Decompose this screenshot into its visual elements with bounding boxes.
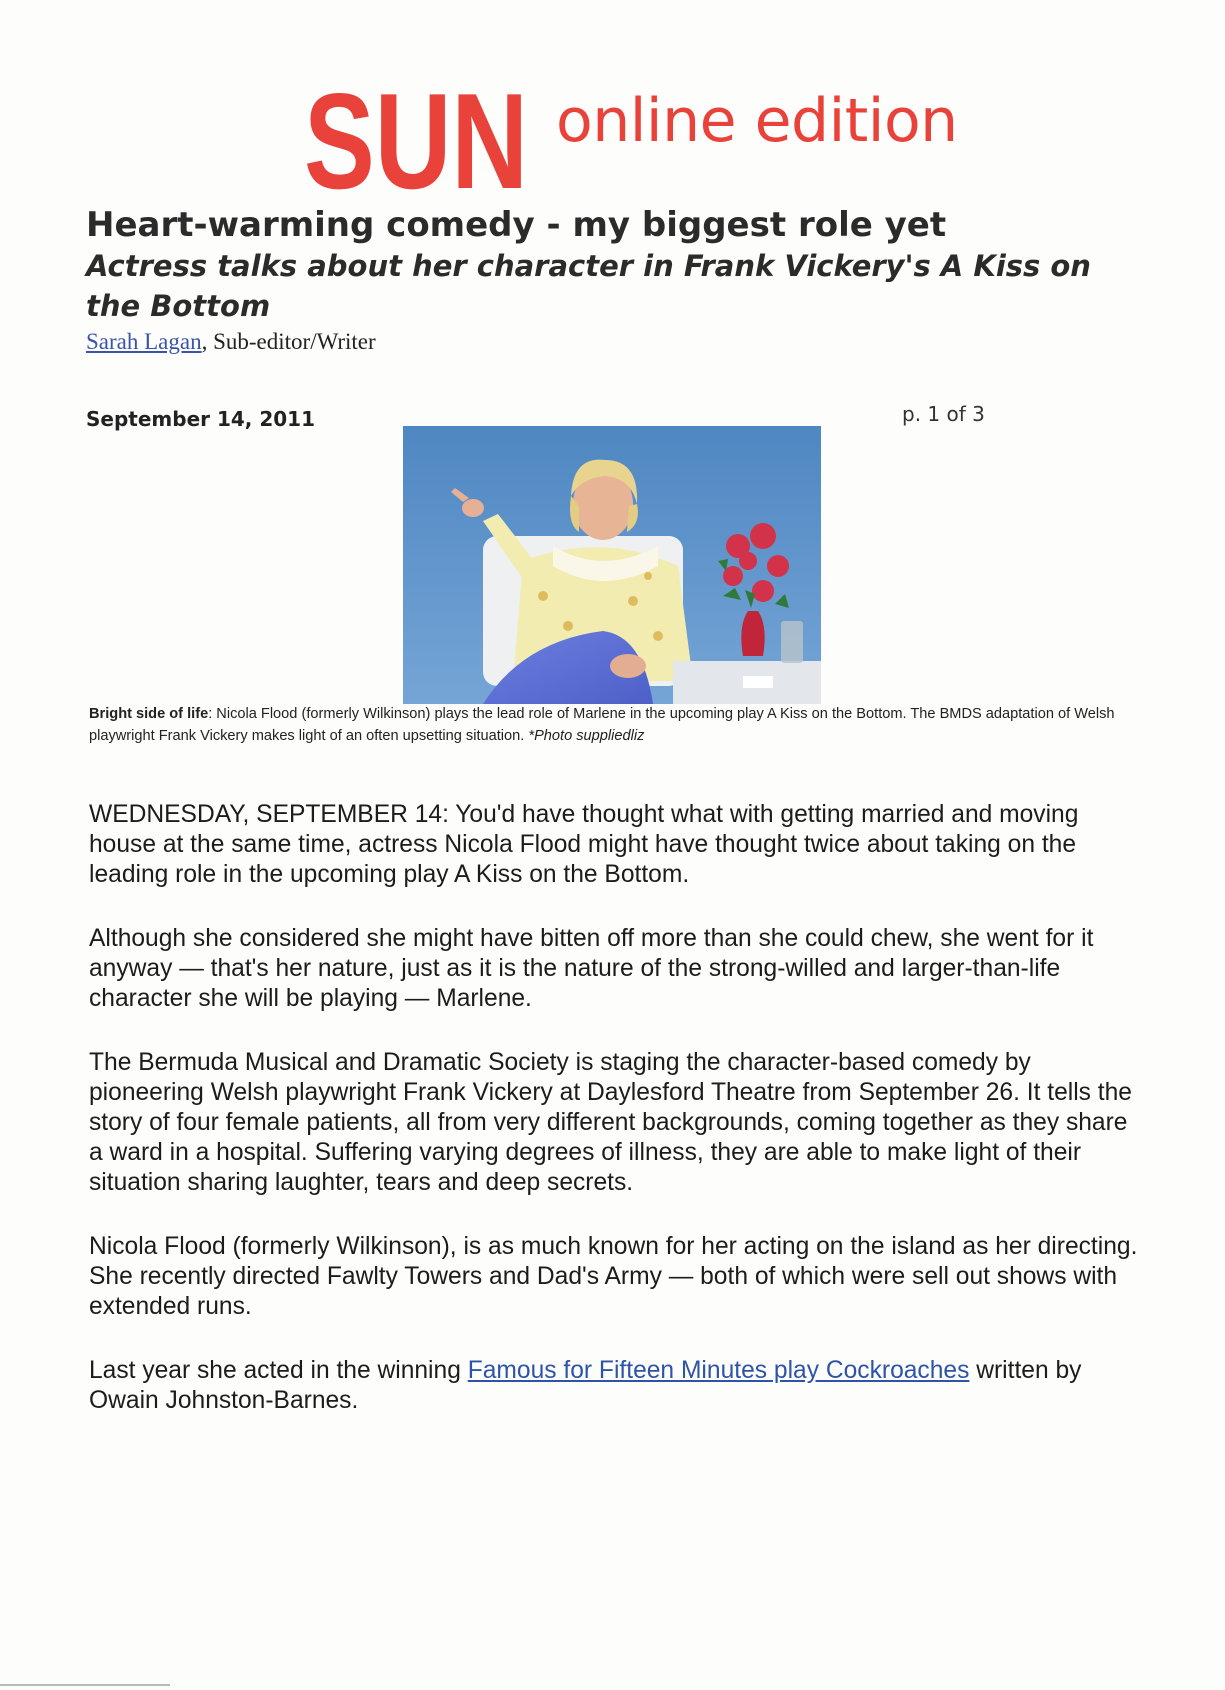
scan-edge-line bbox=[0, 1684, 170, 1686]
masthead bbox=[300, 65, 1000, 217]
article-photo bbox=[403, 426, 821, 704]
photo-caption bbox=[89, 703, 1134, 747]
byline bbox=[86, 329, 376, 355]
edition-label: online edition bbox=[556, 86, 958, 156]
photo-illustration bbox=[403, 426, 821, 704]
paragraph-5 bbox=[89, 1356, 1139, 1416]
famous-for-fifteen-minutes-link[interactable]: Famous for Fifteen Minutes play Cockroaches bbox=[467, 1357, 970, 1384]
author-role: , Sub-editor/Writer bbox=[201, 329, 376, 354]
paragraph-1: WEDNESDAY, SEPTEMBER 14: You'd have thought what with getting married and moving house at the same time, actress Nicola Flood might have thought twice about taking on the leading role in the upcoming play A Kiss on the Bottom. bbox=[89, 801, 1079, 888]
caption-text: : Nicola Flood (formerly Wilkinson) plays the lead role of Marlene in the upcoming play A Kiss on the Bottom. The BMDS adaptation of Welsh playwright Frank Vickery makes light of an often upsetting situation. bbox=[89, 706, 1115, 744]
publish-date: September 14, 2011 bbox=[86, 407, 316, 431]
paragraph-3: The Bermuda Musical and Dramatic Society is staging the character-based comedy by pioneering Welsh playwright Frank Vickery at Daylesford Theatre from September 26. It tells the story of four female patients, all from very different backgrounds, coming together as they share a ward in a hospital. Suffering varying degrees of illness, they are able to make light of their situation sharing laughter, tears and deep secrets. bbox=[89, 1049, 1132, 1196]
headline: Heart-warming comedy - my biggest role yet bbox=[86, 205, 947, 245]
sun-logo bbox=[300, 65, 532, 217]
page-indicator: p. 1 of 3 bbox=[902, 402, 985, 426]
paragraph-2: Although she considered she might have bitten off more than she could chew, she went for it anyway — that's her nature, just as it is the nature of the strong-willed and larger-than-life character she will be playing — Marlene. bbox=[89, 925, 1094, 1012]
author-link[interactable]: Sarah Lagan bbox=[86, 329, 202, 354]
caption-credit: *Photo suppliedliz bbox=[528, 728, 645, 744]
article-body bbox=[89, 800, 1139, 1450]
paragraph-5-tail: written by Owain Johnston-Barnes. bbox=[89, 1357, 1082, 1414]
paragraph-4: Nicola Flood (formerly Wilkinson), is as much known for her acting on the island as her directing. She recently directed Fawlty Towers and Dad's Army — both of which were sell out shows with extended runs. bbox=[89, 1233, 1138, 1320]
subheadline: Actress talks about her character in Frank Vickery's A Kiss on the Bottom bbox=[86, 249, 1091, 323]
paragraph-5-lead: Last year she acted in the winning bbox=[89, 1357, 468, 1384]
sun-logo-text: SUN bbox=[304, 65, 528, 217]
caption-lead: Bright side of life bbox=[89, 706, 209, 722]
